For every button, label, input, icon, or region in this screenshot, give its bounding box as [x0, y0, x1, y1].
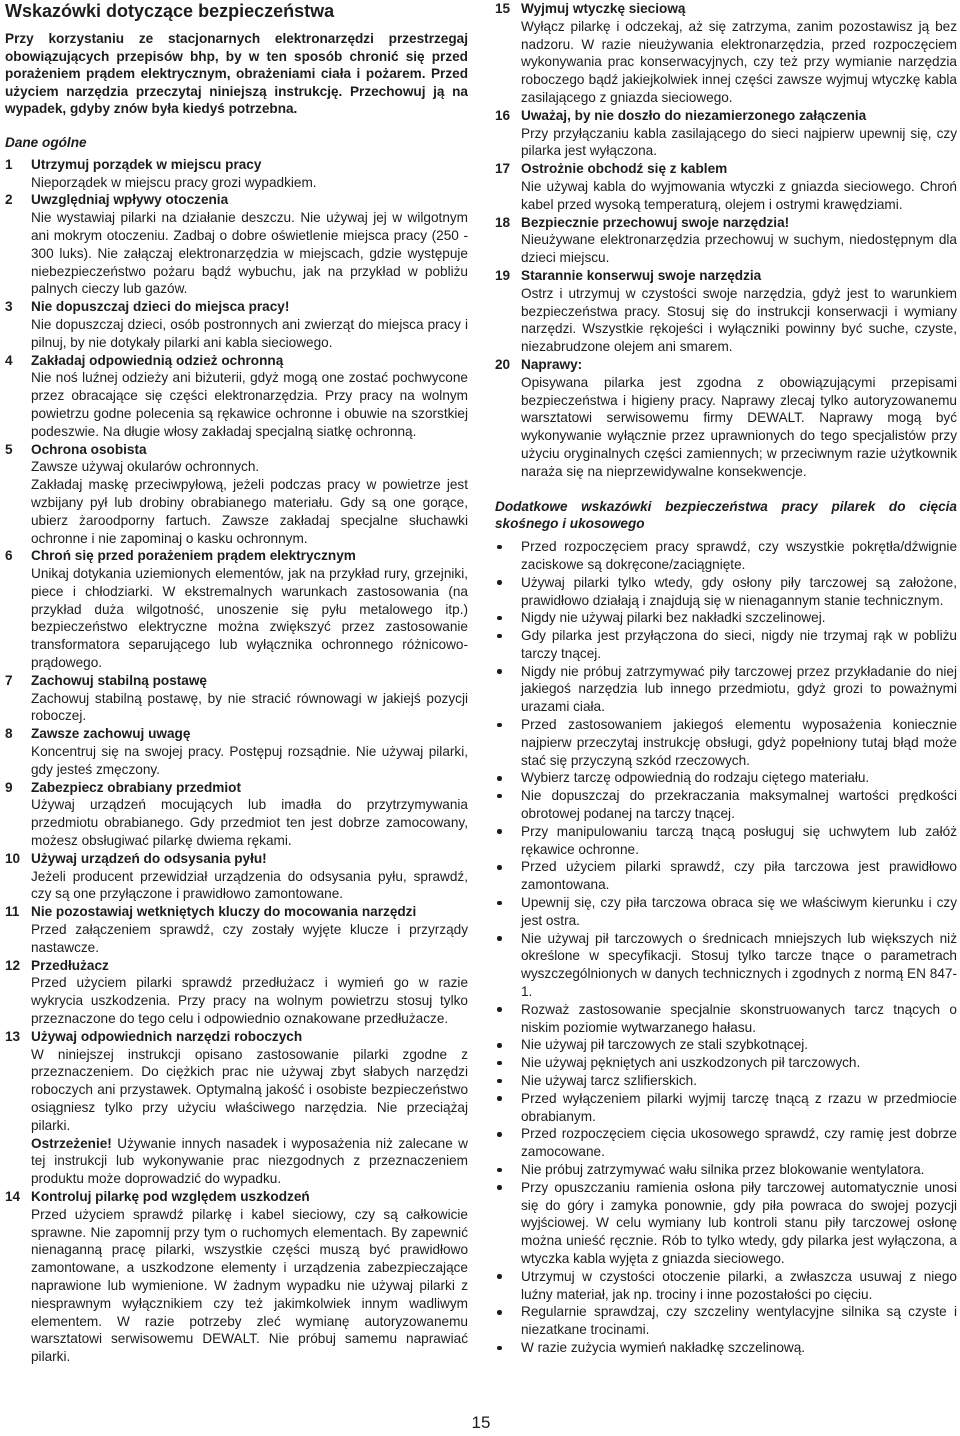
item-number: 6 [5, 548, 13, 564]
item-text: Ostrz i utrzymuj w czystości swoje narzędzia, gdyż jest to warunkiem bezpieczeństwa pracy. Stosuj się do instrukcji konserwacji i wymiany narzędzi. Wszystkie rękojeści i wyłączniki powinny być suche, czyste, niezabrudzone olejem ani smarem. [521, 285, 957, 355]
bullet-item [495, 538, 957, 574]
bullet-item [495, 1090, 957, 1126]
left-column [5, 0, 468, 1366]
item-number: 18 [495, 214, 511, 230]
safety-item [495, 214, 957, 267]
item-text: Nieporządek w miejscu pracy grozi wypadkiem. [31, 174, 317, 190]
bullet-text: Nie dopuszczaj do przekraczania maksymalnej wartości prędkości obrotowej podanej na tarczy tnącej. [521, 788, 957, 822]
item-text: Zakładaj maskę przeciwpyłową, jeżeli podczas pracy w powietrze jest wzbijany pył lub drobiny obrabianego materiału. Gdy są one gorące, ubierz żaroodporny fartuch. Zawsze zakładaj specjalne słuchawki ochronne i nie zapominaj o kasku ochronnym. [31, 477, 468, 546]
bullet-text: Przy opuszczaniu ramienia osłona piły tarczowej automatycznie unosi się do góry i zamyka ponownie, gdy piła powraca do swojej pozycji wyjściowej. W celu wymiany lub kontroli stanu piły tarczowej osłonę można unieść ręcznie. Rób to tylko wtedy, gdy pilarka jest wyłączona, a wtyczka kabla wyjęta z gniazda sieciowego. [521, 1179, 957, 1266]
bullet-icon [497, 1043, 502, 1048]
item-number: 9 [5, 779, 13, 795]
item-text: Jeżeli producent przewidział urządzenia do odsysania pyłu, sprawdź, czy są one przyłączone i prawidłowo zamontowane. [31, 868, 468, 902]
bullet-text: Przed zastosowaniem jakiegoś elementu wyposażenia koniecznie najpierw przeczytaj instrukcję obsługi, gdyż popełniony tutaj błąd może stać się przyczyną szkód rzeczowych. [521, 717, 957, 768]
bullet-text: Nie używaj pękniętych ani uszkodzonych pił tarczowych. [521, 1055, 861, 1071]
bullet-text: Nigdy nie używaj pilarki bez nakładki szczelinowej. [521, 610, 826, 626]
bullet-item [495, 609, 957, 627]
item-text: Wyłącz pilarkę i odczekaj, aż się zatrzyma, zanim pozostawisz ją bez nadzoru. W razie nieużywania elektronarzędzia, przed rozpoczęciem wykonywania prac konserwacyjnych, czy też przy wymianie narzędzia roboczego bądź jakiejkolwiek innej części zawsze wyjmuj wtyczkę kabla zasilającego z gniazda sieciowego. [521, 18, 957, 105]
bullet-icon [497, 936, 502, 941]
item-text: Nieużywane elektronarzędzia przechowuj w suchym, niedostępnym dla dzieci miejscu. [521, 232, 957, 266]
bullet-text: Przed rozpoczęciem pracy sprawdź, czy wszystkie pokrętła/dźwignie zaciskowe są dokręcone/zaciągnięte. [521, 539, 957, 572]
item-heading: Utrzymuj porządek w miejscu pracy [31, 156, 262, 172]
item-number: 14 [5, 1188, 21, 1204]
bullet-item [495, 858, 957, 894]
safety-item [5, 779, 468, 850]
warning-label: Ostrzeżenie! [31, 1135, 112, 1151]
bullet-icon [497, 634, 502, 639]
item-text: Opisywana pilarka jest zgodna z obowiązującymi przepisami bezpieczeństwa i higieny pracy. Naprawy zlecaj tylko autoryzowanemu warsztatowi serwisowemu firmy DEWALT. Naprawy mogą być wykonywanie wyłącznie przez uprawnionych do tego specjalistów przy użyciu oryginalnych części zamiennych; w przeciwnym razie użytkownik naraża się na nieprzewidywalne konsekwencje. [521, 374, 957, 479]
bullet-text: Nigdy nie próbuj zatrzymywać piły tarczowej przez przykładanie do niej jakiegoś narzędzia lub innego przedmiotu, gdyż grozi to poważnymi urazami ciała. [521, 663, 957, 715]
item-heading: Uwzględniaj wpływy otoczenia [31, 192, 229, 208]
item-heading: Nie pozostawiaj wetkniętych kluczy do mocowania narzędzi [31, 904, 417, 920]
item-number: 19 [495, 267, 511, 283]
bullet-item [495, 716, 957, 769]
bullet-text: Regularnie sprawdzaj, czy szczeliny wentylacyjne silnika są czyste i niezatkane trocinami. [521, 1304, 957, 1338]
safety-item [5, 298, 468, 351]
item-heading: Naprawy: [521, 356, 583, 372]
item-number: 10 [5, 850, 21, 866]
warning-text [31, 1135, 468, 1188]
item-number: 13 [5, 1028, 21, 1044]
bullet-item [495, 574, 957, 610]
bullet-text: Nie używaj tarcz szlifierskich. [521, 1073, 698, 1089]
item-heading: Nie dopuszczaj dzieci do miejsca pracy! [31, 299, 290, 315]
item-heading: Zawsze zachowuj uwagę [31, 726, 191, 742]
item-heading: Używaj odpowiednich narzędzi roboczych [31, 1028, 303, 1044]
safety-item [5, 903, 468, 956]
bullet-icon [497, 776, 502, 781]
bullet-item [495, 1072, 957, 1090]
item-heading: Chroń się przed porażeniem prądem elektrycznym [31, 548, 356, 564]
bullet-item [495, 769, 957, 787]
safety-item [5, 441, 468, 548]
item-number: 16 [495, 107, 511, 123]
bullet-icon [497, 1061, 502, 1066]
item-text: Nie używaj kabla do wyjmowania wtyczki z gniazda sieciowego. Chroń kabel przed wysoką temperaturą, olejem i ostrymi krawędziami. [521, 178, 957, 212]
bullet-icon [497, 1096, 502, 1101]
bullet-icon [497, 1346, 502, 1351]
bullet-item [495, 1125, 957, 1161]
bullet-item [495, 1303, 957, 1339]
safety-item [5, 957, 468, 1028]
item-text: Przed załączeniem sprawdź, czy zostały wyjęte klucze i przyrządy nastawcze. [31, 922, 468, 955]
section-heading-additional: Dodatkowe wskazówki bezpieczeństwa pracy pilarek do cięcia skośnego i ukosowego [495, 498, 957, 532]
bullet-icon [497, 865, 502, 870]
item-text: Przy przyłączaniu kabla zasilającego do sieci najpierw upewnij się, czy pilarka jest wyłączona. [521, 125, 957, 159]
bullet-item [495, 1036, 957, 1054]
item-heading: Starannie konserwuj swoje narzędzia [521, 267, 762, 283]
item-number: 8 [5, 726, 13, 742]
item-number: 20 [495, 356, 511, 372]
item-number: 5 [5, 441, 13, 457]
bullet-text: Przed wyłączeniem pilarki wyjmij tarczę tnącą z rzazu w przedmiocie obrabianym. [521, 1090, 957, 1124]
bullet-item [495, 894, 957, 930]
warning-body: Używanie innych nasadek i wyposażenia niż zalecane w tej instrukcji lub wykonywanie prac niezgodnych z przeznaczeniem produktu może doprowadzić do wypadku. [31, 1135, 468, 1187]
safety-items-list [5, 156, 468, 1366]
safety-item [495, 267, 957, 356]
item-heading: Zachowuj stabilną postawę [31, 672, 207, 688]
item-heading: Ostrożnie obchodź się z kablem [521, 161, 728, 177]
item-heading: Kontroluj pilarkę pod względem uszkodzeń [31, 1188, 310, 1204]
bullet-icon [497, 794, 502, 799]
bullet-text: Przed użyciem pilarki sprawdź, czy piła tarczowa jest prawidłowo zamontowana. [521, 859, 957, 893]
bullet-icon [497, 1079, 502, 1084]
bullet-text: Przy manipulowaniu tarczą tnącą posługuj się uchwytem lub załóż rękawice ochronne. [521, 823, 957, 857]
bullet-text: Gdy pilarka jest przyłączona do sieci, nigdy nie trzymaj rąk w pobliżu tarczy tnącej. [521, 628, 957, 661]
bullet-item [495, 787, 957, 823]
item-text: Koncentruj się na swojej pracy. Postępuj rozsądnie. Nie używaj pilarki, gdy jesteś zmęczony. [31, 744, 468, 777]
bullet-icon [497, 901, 502, 906]
item-text: Przed użyciem pilarki sprawdź przedłużacz i wymień go w razie wykrycia uszkodzenia. Przy pracy na wolnym powietrzu stosuj tylko przeznaczone do tego celu i odpowiednio oznakowane przedłużacze. [31, 975, 468, 1027]
safety-item [495, 356, 957, 481]
bullet-icon [497, 1007, 502, 1012]
safety-item [5, 725, 468, 778]
bullet-text: Wybierz tarczę odpowiednią do rodzaju ciętego materiału. [521, 770, 870, 786]
item-number: 15 [495, 1, 511, 16]
bullet-icon [497, 580, 502, 585]
item-heading: Uważaj, by nie doszło do niezamierzonego załączenia [521, 107, 867, 123]
safety-item [495, 0, 957, 107]
item-number: 7 [5, 672, 13, 688]
bullet-text: Rozważ zastosowanie specjalnie skonstruowanych tarcz tnących o niskim poziomie wytwarzanego hałasu. [521, 1001, 957, 1035]
bullet-icon [497, 545, 502, 550]
bullet-text: Nie próbuj zatrzymywać wału silnika przez blokowanie wentylatora. [521, 1162, 925, 1177]
bullet-icon [497, 829, 502, 834]
bullet-item [495, 1339, 957, 1357]
safety-item [5, 1028, 468, 1188]
item-text: Przed użyciem sprawdź pilarkę i kabel sieciowy, czy są całkowicie sprawne. Nie zapomnij przy tym o ruchomych elementach. By zapewnić nienaganną pracę pilarki, wszystkie części muszą być prawidłowo zamontowane, a uszkodzone elementy i urządzenia zabezpieczające naprawione lub wymienione. W żadnym wypadku nie używaj pilarki z niesprawnym wyłącznikiem czy też jakimkolwiek innym wadliwym elementem. W razie potrzeby zleć wymianę autoryzowanemu warsztatowi serwisowemu DEWALT. Nie próbuj samemu naprawiać pilarki. [31, 1206, 468, 1365]
bullet-text: W razie zużycia wymień nakładkę szczelinową. [521, 1339, 806, 1355]
item-heading: Ochrona osobista [31, 441, 147, 457]
item-number: 12 [5, 957, 21, 973]
item-number: 2 [5, 192, 13, 208]
bullet-item [495, 627, 957, 663]
safety-item [5, 850, 468, 903]
item-number: 1 [5, 156, 13, 172]
safety-item [495, 107, 957, 160]
bullet-text: Nie używaj pił tarczowych o średnicach mniejszych lub większych niż określone w specyfikacji. Stosuj tylko tarcze tnące o parametrach wyszczególnionych w danych technicznych i zgodnych z normą EN 847-1. [521, 930, 957, 1000]
bullet-icon [497, 1132, 502, 1137]
right-column [495, 0, 957, 1357]
safety-item [5, 352, 468, 441]
bullet-item [495, 1268, 957, 1304]
safety-item [5, 672, 468, 725]
bullet-item [495, 823, 957, 859]
bullet-icon [497, 1274, 502, 1279]
bullet-icon [497, 1185, 502, 1190]
bullet-item [495, 930, 957, 1001]
item-text: Zawsze używaj okularów ochronnych. [31, 459, 260, 475]
page-title: Wskazówki dotyczące bezpieczeństwa [5, 1, 335, 21]
safety-items-list [495, 0, 957, 481]
item-text: Zachowuj stabilną postawę, by nie stracić równowagi w jakiejś pozycji roboczej. [31, 690, 468, 724]
bullet-icon [497, 669, 502, 674]
bullet-item [495, 663, 957, 716]
item-text: Nie noś luźnej odzieży ani biżuterii, gdyż mogą one zostać pochwycone przez obracające się części elektronarzędzia. Przy pracy na wolnym powietrzu godne polecenia są rękawice ochronne i obuwie na szorstkiej podeszwie. Na długie włosy zakładaj specjalną siatkę ochronną. [31, 370, 468, 439]
item-text: W niniejszej instrukcji opisano zastosowanie pilarki zgodne z przeznaczeniem. Do ciężkich prac nie używaj zbyt słabych narzędzi roboczych ani przystawek. Optymalną jakość i osobiste bezpieczeństwo osiągniesz tylko przy użyciu właściwego narzędzia. Nie przeciążaj pilarki. [31, 1046, 468, 1133]
item-text: Unikaj dotykania uziemionych elementów, jak na przykład rury, grzejniki, piece i chłodziarki. W ekstremalnych warunkach zastosowania (na przykład duża wilgotność, unoszenie się pyłu metalowego itp.) bezpieczeństwo elektryczne można zwiększyć przez zastosowanie transformatora separującego lub wyłącznika ochronnego różnicowo-prądowego. [31, 566, 468, 671]
bullet-text: Przed rozpoczęciem cięcia ukosowego sprawdź, czy ramię jest dobrze zamocowane. [521, 1126, 957, 1160]
bullet-text: Używaj pilarki tylko wtedy, gdy osłony piły tarczowej są założone, prawidłowo działają i znajdują się w nienagannym stanie technicznym. [521, 574, 957, 608]
bullet-text: Upewnij się, czy piła tarczowa obraca się we właściwym kierunku i czy jest ostra. [521, 895, 957, 928]
bullet-icon [497, 1168, 502, 1173]
safety-item [495, 160, 957, 213]
bullet-text: Nie używaj pił tarczowych ze stali szybkotnącej. [521, 1037, 809, 1053]
bullet-list [495, 538, 957, 1357]
item-heading: Przedłużacz [31, 957, 109, 973]
section-heading-general: Dane ogólne [5, 134, 87, 150]
item-text: Nie wystawiaj pilarki na działanie deszczu. Nie używaj jej w wilgotnym ani mokrym otoczeniu. Zadbaj o dobre oświetlenie miejsca pracy (250 - 300 luks). Nie załączaj elektronarzędzia w miejscach, gdzie występuje niebezpieczeństwo pożaru bądź wybuchu, jak na przykład w pobliżu palnych cieczy lub gazów. [31, 210, 468, 297]
bullet-item [495, 1054, 957, 1072]
item-heading: Używaj urządzeń do odsysania pyłu! [31, 850, 267, 866]
bullet-icon [497, 616, 502, 621]
item-number: 3 [5, 299, 13, 315]
item-heading: Bezpiecznie przechowuj swoje narzędzia! [521, 214, 790, 230]
safety-item [5, 547, 468, 672]
bullet-item [495, 1179, 957, 1268]
item-number: 17 [495, 161, 511, 177]
bullet-icon [497, 1310, 502, 1315]
bullet-text: Utrzymuj w czystości otoczenie pilarki, a zwłaszcza usuwaj z niego luźny materiał, jak np. trociny i inne pozostałości po cięciu. [521, 1268, 957, 1302]
item-text: Nie dopuszczaj dzieci, osób postronnych ani zwierząt do miejsca pracy i pilnuj, by nie dotykały pilarki ani kabla sieciowego. [31, 316, 468, 350]
safety-item [5, 1188, 468, 1366]
bullet-item [495, 1001, 957, 1037]
bullet-item [495, 1161, 957, 1179]
item-text: Używaj urządzeń mocujących lub imadła do przytrzymywania przedmiotu obrabianego. Gdy przedmiot ten jest dobrze zamocowany, możesz obsługiwać pilarkę dwiema rękami. [31, 797, 468, 849]
item-heading: Wyjmuj wtyczkę sieciową [521, 1, 686, 16]
page-number: 15 [471, 1413, 491, 1432]
bullet-icon [497, 723, 502, 728]
item-number: 4 [5, 352, 13, 368]
intro-paragraph: Przy korzystaniu ze stacjonarnych elektronarzędzi przestrzegaj obowiązujących przepisów bhp, by w ten sposób chronić się przed porażeniem prądem elektrycznym, obrażeniami ciała i pożarem. Przed użyciem narzędzia przeczytaj niniejszą instrukcję. Przechowuj ją na wypadek, gdyby znów była kiedyś potrzebna. [5, 31, 468, 117]
item-heading: Zakładaj odpowiednią odzież ochronną [31, 352, 284, 368]
safety-item [5, 191, 468, 298]
safety-item [5, 156, 468, 192]
item-heading: Zabezpiecz obrabiany przedmiot [31, 779, 241, 795]
item-number: 11 [5, 904, 20, 920]
